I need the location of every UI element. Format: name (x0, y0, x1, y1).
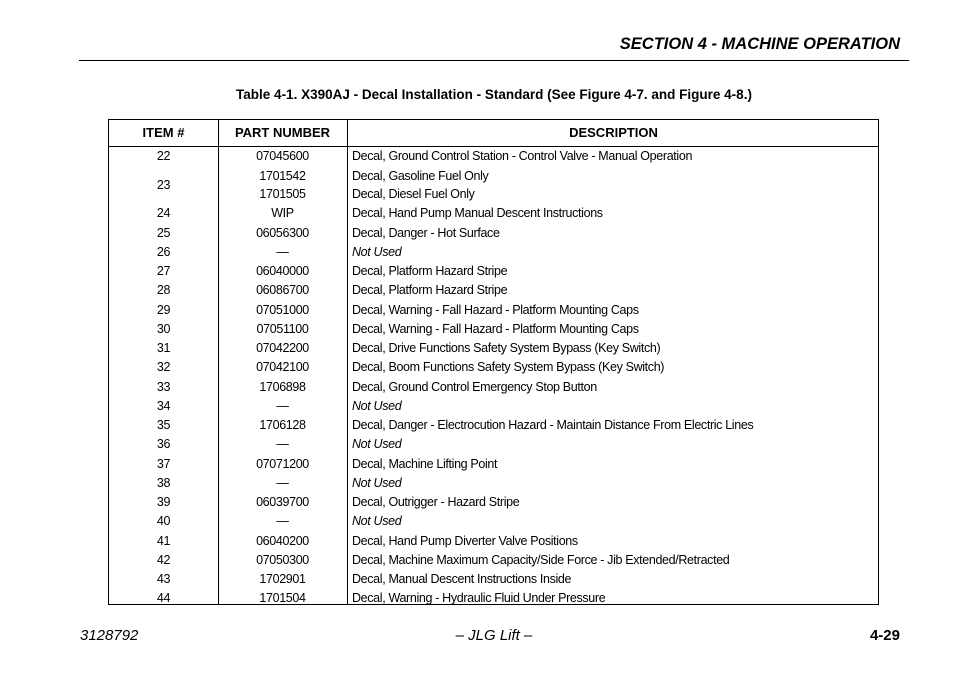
item-number (109, 223, 218, 242)
description-text: Decal, Outrigger - Hazard Stripe (352, 495, 520, 510)
description (352, 165, 877, 204)
description-text: Not Used (352, 437, 402, 452)
description-text: Decal, Boom Functions Safety System Bypass (Key Switch) (352, 360, 665, 375)
part-number-text: 1701542 (259, 168, 306, 183)
description-text: Decal, Hand Pump Manual Descent Instructions (352, 206, 603, 221)
part-number-text: 1706898 (259, 379, 306, 394)
part-number (218, 435, 347, 454)
item-number (109, 300, 218, 319)
table-row (109, 242, 878, 261)
description-text: Not Used (352, 398, 402, 413)
description-text: Decal, Manual Descent Instructions Inside (352, 572, 572, 587)
part-number-text: 07051100 (256, 321, 309, 336)
part-number (218, 550, 347, 569)
table-row (109, 396, 878, 415)
page-number: 4-29 (869, 627, 900, 644)
table-row (109, 146, 878, 165)
item-number-text: 28 (156, 283, 171, 298)
description (352, 377, 877, 396)
description-text: Decal, Machine Maximum Capacity/Side Force - Jib Extended/Retracted (352, 552, 730, 567)
part-number (218, 146, 347, 165)
item-number (109, 570, 218, 589)
item-number (109, 473, 218, 492)
part-number (218, 570, 347, 589)
item-number-text: 26 (156, 244, 171, 259)
part-number-text: 1701504 (259, 591, 306, 606)
part-number-text: 1702901 (259, 572, 306, 587)
description (352, 550, 877, 569)
part-number-text: 07071200 (256, 456, 309, 471)
item-number (109, 493, 218, 512)
table-row (109, 377, 878, 396)
part-number-text: — (276, 244, 289, 259)
part-number (218, 204, 347, 223)
table-caption: Table 4-1. X390AJ - Decal Installation - Standard (See Figure 4-7. and Figure 4-8.) (236, 87, 752, 102)
description (352, 281, 877, 300)
part-number (218, 493, 347, 512)
item-number-text: 29 (156, 302, 171, 317)
description-text: Decal, Platform Hazard Stripe (352, 264, 508, 279)
description (352, 531, 877, 550)
column-header-item: ITEM # (142, 125, 185, 140)
part-number (218, 416, 347, 435)
item-number (109, 146, 218, 165)
item-number-text: 44 (156, 591, 171, 606)
item-number-text: 31 (156, 341, 171, 356)
part-number-text: — (276, 398, 289, 413)
description-text: Not Used (352, 244, 402, 259)
table-body (109, 146, 878, 608)
table-row (109, 300, 878, 319)
footer-brand: – JLG Lift – (455, 627, 533, 644)
part-number-text: — (276, 514, 289, 529)
item-number-text: 34 (156, 398, 171, 413)
table-row (109, 493, 878, 512)
item-number (109, 377, 218, 396)
description (352, 570, 877, 589)
description-text: Decal, Ground Control Station - Control Valve - Manual Operation (352, 148, 693, 163)
table-row (109, 281, 878, 300)
header-divider (79, 60, 909, 61)
item-number-text: 24 (156, 206, 171, 221)
table-row (109, 319, 878, 338)
table-row (109, 416, 878, 435)
item-number-text: 36 (156, 437, 171, 452)
description (352, 223, 877, 242)
part-number-text: 07042100 (256, 360, 309, 375)
part-number (218, 396, 347, 415)
item-number-text: 37 (156, 456, 171, 471)
part-number-text: — (276, 437, 289, 452)
description (352, 204, 877, 223)
description (352, 589, 877, 608)
description (352, 416, 877, 435)
table-row (109, 512, 878, 531)
description (352, 435, 877, 454)
part-number-text: 06039700 (256, 495, 309, 510)
item-number (109, 531, 218, 550)
description-text: Decal, Platform Hazard Stripe (352, 283, 508, 298)
description (352, 319, 877, 338)
description-text: Decal, Gasoline Fuel Only (352, 168, 489, 183)
item-number (109, 262, 218, 281)
description-text: Decal, Ground Control Emergency Stop Button (352, 379, 597, 394)
table-row (109, 550, 878, 569)
item-number-text: 23 (156, 177, 171, 192)
description-text: Not Used (352, 475, 402, 490)
description (352, 512, 877, 531)
item-number-text: 35 (156, 418, 171, 433)
table-row (109, 589, 878, 608)
part-number-text: 1706128 (259, 418, 306, 433)
part-number (218, 377, 347, 396)
decal-table (108, 119, 879, 605)
item-number (109, 454, 218, 473)
description-text: Decal, Diesel Fuel Only (352, 186, 475, 201)
item-number (109, 339, 218, 358)
table-row (109, 165, 878, 204)
item-number-text: 30 (156, 321, 171, 336)
part-number (218, 223, 347, 242)
part-number (218, 473, 347, 492)
part-number-text: 07051000 (256, 302, 309, 317)
table-row (109, 204, 878, 223)
description (352, 242, 877, 261)
description (352, 396, 877, 415)
part-number (218, 589, 347, 608)
item-number (109, 319, 218, 338)
part-number (218, 319, 347, 338)
part-number-text: 06056300 (256, 225, 309, 240)
part-number (218, 165, 347, 204)
description (352, 493, 877, 512)
item-number-text: 25 (156, 225, 171, 240)
description (352, 358, 877, 377)
part-number (218, 358, 347, 377)
table-row (109, 223, 878, 242)
description-text: Decal, Machine Lifting Point (352, 456, 498, 471)
item-number-text: 38 (156, 475, 171, 490)
item-number-text: 41 (156, 533, 171, 548)
column-header-description: DESCRIPTION (569, 125, 658, 140)
section-title: SECTION 4 - MACHINE OPERATION (619, 35, 900, 53)
item-number-text: 39 (156, 495, 171, 510)
item-number (109, 242, 218, 261)
item-number (109, 435, 218, 454)
item-number-text: 42 (156, 552, 171, 567)
item-number (109, 204, 218, 223)
document-number: 3128792 (80, 627, 139, 644)
table-row (109, 262, 878, 281)
part-number (218, 300, 347, 319)
part-number-text: — (276, 475, 289, 490)
part-number (218, 242, 347, 261)
part-number (218, 454, 347, 473)
item-number (109, 281, 218, 300)
item-number-text: 32 (156, 360, 171, 375)
table-row (109, 531, 878, 550)
part-number-text: 06040000 (256, 264, 309, 279)
part-number (218, 512, 347, 531)
table-row (109, 339, 878, 358)
description-text: Decal, Hand Pump Diverter Valve Positions (352, 533, 578, 548)
description-text: Decal, Drive Functions Safety System Bypass (Key Switch) (352, 341, 661, 356)
item-number (109, 358, 218, 377)
item-number-text: 27 (156, 264, 171, 279)
item-number-text: 22 (156, 148, 171, 163)
part-number-text: 07045600 (256, 148, 309, 163)
table-row (109, 454, 878, 473)
item-number (109, 396, 218, 415)
table-row (109, 358, 878, 377)
part-number-text: 06086700 (256, 283, 309, 298)
description-text: Decal, Danger - Hot Surface (352, 225, 500, 240)
part-number (218, 262, 347, 281)
description-text: Decal, Warning - Hydraulic Fluid Under Pressure (352, 591, 606, 606)
item-number (109, 550, 218, 569)
item-number-text: 40 (156, 514, 171, 529)
part-number-text: 1701505 (259, 186, 306, 201)
item-number-text: 43 (156, 572, 171, 587)
item-number-text: 33 (156, 379, 171, 394)
part-number-text: 07042200 (256, 341, 309, 356)
part-number (218, 281, 347, 300)
description (352, 300, 877, 319)
table-row (109, 435, 878, 454)
part-number-text: 07050300 (256, 552, 309, 567)
table-row (109, 473, 878, 492)
part-number-text: 06040200 (256, 533, 309, 548)
item-number (109, 589, 218, 608)
description (352, 339, 877, 358)
item-number (109, 165, 218, 204)
description (352, 262, 877, 281)
part-number (218, 531, 347, 550)
description-text: Decal, Warning - Fall Hazard - Platform Mounting Caps (352, 302, 639, 317)
part-number-text: WIP (271, 206, 294, 221)
description (352, 146, 877, 165)
item-number (109, 512, 218, 531)
description-text: Decal, Danger - Electrocution Hazard - Maintain Distance From Electric Lines (352, 418, 754, 433)
item-number (109, 416, 218, 435)
column-header-part-number: PART NUMBER (234, 125, 331, 140)
description-text: Not Used (352, 514, 402, 529)
description-text: Decal, Warning - Fall Hazard - Platform Mounting Caps (352, 321, 639, 336)
description (352, 473, 877, 492)
description (352, 454, 877, 473)
part-number (218, 339, 347, 358)
table-row (109, 570, 878, 589)
